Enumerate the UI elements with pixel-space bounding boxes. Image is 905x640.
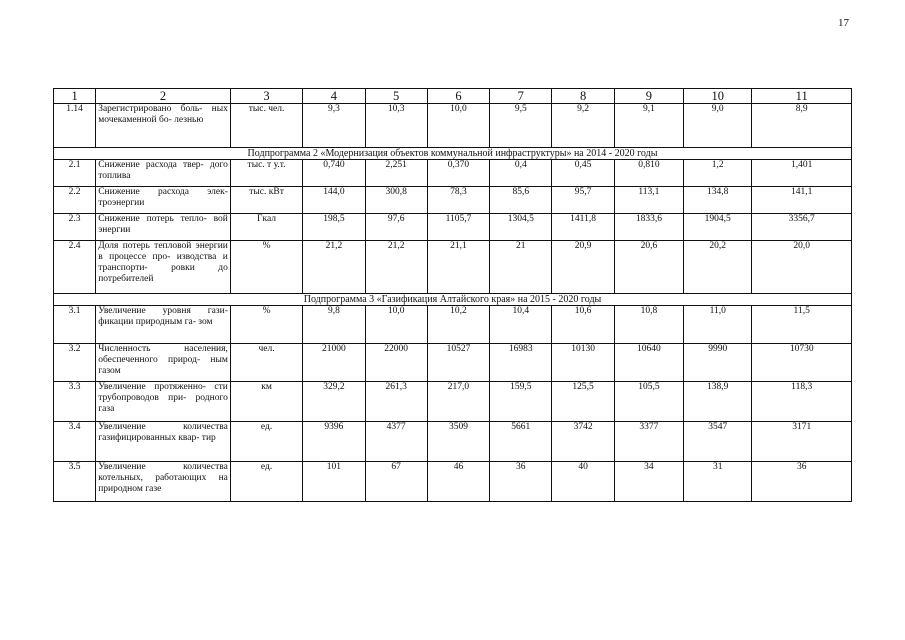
value-cell: 9,2 (552, 104, 614, 148)
value-cell: 10,0 (427, 104, 489, 148)
row-number: 3.3 (54, 382, 96, 422)
value-cell: 3509 (427, 422, 489, 462)
value-cell: 1904,5 (684, 214, 752, 241)
value-cell: 9,0 (684, 104, 752, 148)
value-cell: 20,0 (752, 241, 852, 294)
value-cell: 10,8 (614, 306, 683, 344)
value-cell: 9,5 (490, 104, 552, 148)
value-cell: 9,8 (303, 306, 365, 344)
value-cell: 10730 (752, 344, 852, 382)
value-cell: 0,45 (552, 160, 614, 187)
value-cell: 20,9 (552, 241, 614, 294)
table-row (54, 422, 852, 462)
value-cell: 78,3 (427, 187, 489, 214)
value-cell: 217,0 (427, 382, 489, 422)
row-number: 2.4 (54, 241, 96, 294)
indicator-name: Снижение потерь тепло- вой энергии (96, 214, 231, 241)
value-cell: 9990 (684, 344, 752, 382)
value-cell: 159,5 (490, 382, 552, 422)
subprogram-3-title: Подпрограмма 3 «Газификация Алтайского края» на 2015 - 2020 годы (54, 294, 852, 306)
value-cell: 261,3 (365, 382, 427, 422)
indicator-name: Увеличение количества газифицированных квар- тир (96, 422, 231, 462)
table-row (54, 214, 852, 241)
table-row (54, 382, 852, 422)
value-cell: 85,6 (490, 187, 552, 214)
indicator-name: Численность населения, обеспеченного природ- ным газом (96, 344, 231, 382)
unit-cell: % (230, 306, 302, 344)
column-header: 9 (614, 89, 683, 104)
value-cell: 21,2 (365, 241, 427, 294)
value-cell: 9,3 (303, 104, 365, 148)
value-cell: 10527 (427, 344, 489, 382)
indicator-name: Зарегистрировано боль- ных мочекаменной бо- лезнью (96, 104, 231, 148)
value-cell: 3377 (614, 422, 683, 462)
value-cell: 5661 (490, 422, 552, 462)
table-body (54, 89, 852, 502)
column-header: 6 (427, 89, 489, 104)
value-cell: 36 (752, 462, 852, 502)
column-header: 11 (752, 89, 852, 104)
value-cell: 40 (552, 462, 614, 502)
row-number: 1.14 (54, 104, 96, 148)
row-number: 2.3 (54, 214, 96, 241)
indicator-name: Снижение расхода твер- дого топлива (96, 160, 231, 187)
value-cell: 21000 (303, 344, 365, 382)
value-cell: 0,370 (427, 160, 489, 187)
value-cell: 97,6 (365, 214, 427, 241)
column-header: 2 (96, 89, 231, 104)
value-cell: 141,1 (752, 187, 852, 214)
value-cell: 46 (427, 462, 489, 502)
indicator-name: Увеличение протяженно- сти трубопроводов при- родного газа (96, 382, 231, 422)
value-cell: 118,3 (752, 382, 852, 422)
indicator-name: Доля потерь тепловой энергии в процессе про- изводства и транспорти- ровки до потребителей (96, 241, 231, 294)
column-header: 5 (365, 89, 427, 104)
indicator-name: Увеличение количества котельных, работающих на природном газе (96, 462, 231, 502)
unit-cell: % (230, 241, 302, 294)
value-cell: 22000 (365, 344, 427, 382)
table-row (54, 187, 852, 214)
value-cell: 10,2 (427, 306, 489, 344)
value-cell: 1304,5 (490, 214, 552, 241)
unit-cell: ед. (230, 422, 302, 462)
unit-cell: чел. (230, 344, 302, 382)
value-cell: 3742 (552, 422, 614, 462)
value-cell: 1,2 (684, 160, 752, 187)
table-row (54, 462, 852, 502)
value-cell: 1,401 (752, 160, 852, 187)
value-cell: 20,6 (614, 241, 683, 294)
column-number-header-row (54, 89, 852, 104)
value-cell: 3356,7 (752, 214, 852, 241)
row-number: 3.5 (54, 462, 96, 502)
value-cell: 3547 (684, 422, 752, 462)
value-cell: 11,0 (684, 306, 752, 344)
value-cell: 31 (684, 462, 752, 502)
value-cell: 134,8 (684, 187, 752, 214)
column-header: 4 (303, 89, 365, 104)
value-cell: 36 (490, 462, 552, 502)
table-row (54, 104, 852, 148)
table-row (54, 160, 852, 187)
value-cell: 105,5 (614, 382, 683, 422)
value-cell: 95,7 (552, 187, 614, 214)
value-cell: 300,8 (365, 187, 427, 214)
row-number: 3.4 (54, 422, 96, 462)
value-cell: 10130 (552, 344, 614, 382)
value-cell: 329,2 (303, 382, 365, 422)
value-cell: 10,4 (490, 306, 552, 344)
subprogram-2-title: Подпрограмма 2 «Модернизация объектов коммунальной инфраструктуры» на 2014 - 2020 годы (54, 148, 852, 160)
page-number: 17 (838, 17, 849, 29)
unit-cell: тыс. чел. (230, 104, 302, 148)
value-cell: 10,0 (365, 306, 427, 344)
value-cell: 21 (490, 241, 552, 294)
value-cell: 1833,6 (614, 214, 683, 241)
value-cell: 9,1 (614, 104, 683, 148)
value-cell: 3171 (752, 422, 852, 462)
value-cell: 16983 (490, 344, 552, 382)
value-cell: 10,6 (552, 306, 614, 344)
subprogram-3-heading-row (54, 294, 852, 306)
value-cell: 4377 (365, 422, 427, 462)
table-row (54, 241, 852, 294)
indicator-name: Увеличение уровня гази- фикации природным га- зом (96, 306, 231, 344)
row-number: 3.1 (54, 306, 96, 344)
unit-cell: ед. (230, 462, 302, 502)
row-number: 3.2 (54, 344, 96, 382)
value-cell: 0,810 (614, 160, 683, 187)
indicator-name: Снижение расхода элек- троэнергии (96, 187, 231, 214)
value-cell: 138,9 (684, 382, 752, 422)
table-row (54, 344, 852, 382)
unit-cell: тыс. кВт (230, 187, 302, 214)
unit-cell: км (230, 382, 302, 422)
subprogram-2-heading-row (54, 148, 852, 160)
value-cell: 8,9 (752, 104, 852, 148)
row-number: 2.2 (54, 187, 96, 214)
row-number: 2.1 (54, 160, 96, 187)
value-cell: 67 (365, 462, 427, 502)
value-cell: 20,2 (684, 241, 752, 294)
value-cell: 11,5 (752, 306, 852, 344)
value-cell: 198,5 (303, 214, 365, 241)
column-header: 10 (684, 89, 752, 104)
value-cell: 2,251 (365, 160, 427, 187)
value-cell: 9396 (303, 422, 365, 462)
value-cell: 125,5 (552, 382, 614, 422)
table-row (54, 306, 852, 344)
column-header: 1 (54, 89, 96, 104)
value-cell: 21,2 (303, 241, 365, 294)
value-cell: 144,0 (303, 187, 365, 214)
value-cell: 101 (303, 462, 365, 502)
value-cell: 0,740 (303, 160, 365, 187)
value-cell: 21,1 (427, 241, 489, 294)
column-header: 8 (552, 89, 614, 104)
column-header: 3 (230, 89, 302, 104)
value-cell: 1411,8 (552, 214, 614, 241)
column-header: 7 (490, 89, 552, 104)
value-cell: 10640 (614, 344, 683, 382)
indicators-table (53, 88, 852, 502)
value-cell: 34 (614, 462, 683, 502)
value-cell: 10,3 (365, 104, 427, 148)
unit-cell: Гкал (230, 214, 302, 241)
value-cell: 0,4 (490, 160, 552, 187)
value-cell: 113,1 (614, 187, 683, 214)
value-cell: 1105,7 (427, 214, 489, 241)
unit-cell: тыс. т у.т. (230, 160, 302, 187)
